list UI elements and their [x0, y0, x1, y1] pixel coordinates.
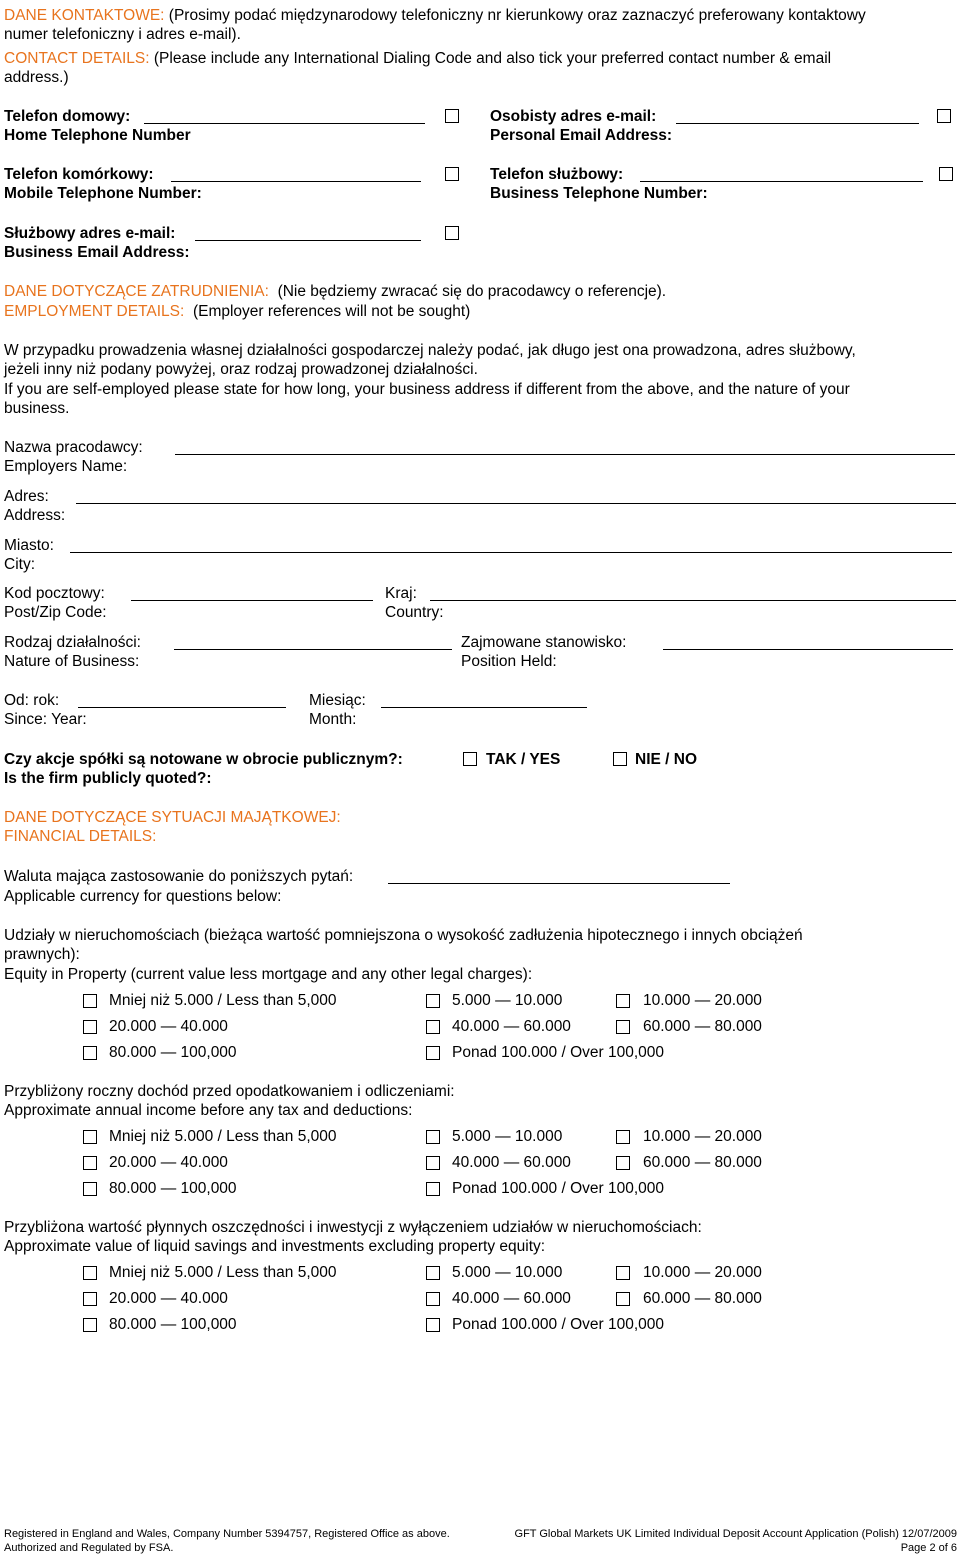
address-field[interactable]: [76, 503, 956, 504]
quoted-no-label: NIE / NO: [635, 751, 698, 768]
savings-option-checkbox[interactable]: [616, 1266, 630, 1280]
equity-option-checkbox[interactable]: [426, 1020, 440, 1034]
equity-option-label: 40.000 — 60.000: [452, 1018, 571, 1035]
month-field[interactable]: [381, 707, 587, 708]
contact-heading-pl: DANE KONTAKTOWE:: [4, 7, 165, 24]
business-phone-preferred-checkbox[interactable]: [939, 167, 953, 181]
personal-email-preferred-checkbox[interactable]: [937, 109, 951, 123]
business-email-field[interactable]: [195, 240, 421, 241]
zip-label-en: Post/Zip Code:: [4, 604, 107, 621]
income-option-label: 80.000 — 100,000: [109, 1180, 237, 1197]
footer-registration: Registered in England and Wales, Company Number 5394757, Registered Office as above.: [4, 1528, 450, 1540]
financial-heading-en: FINANCIAL DETAILS:: [4, 828, 157, 845]
footer-page-number: Page 2 of 6: [900, 1542, 957, 1554]
business-email-preferred-checkbox[interactable]: [445, 226, 459, 240]
savings-option-label: 40.000 — 60.000: [452, 1290, 571, 1307]
quoted-yes-label: TAK / YES: [486, 751, 561, 768]
country-field[interactable]: [430, 600, 956, 601]
equity-option-checkbox[interactable]: [616, 1020, 630, 1034]
equity-option-checkbox[interactable]: [426, 994, 440, 1008]
savings-label-pl: Przybliżona wartość płynnych oszczędności i inwestycji z wyłączeniem udziałów w nieruchomościach:: [4, 1219, 702, 1236]
employment-note-en: (Employer references will not be sought): [192, 303, 471, 320]
self-employed-en-2: business.: [4, 400, 70, 417]
employment-heading-row-en: [4, 302, 470, 321]
home-phone-field[interactable]: [144, 123, 425, 124]
equity-option-label: 20.000 — 40.000: [109, 1018, 228, 1035]
income-option-checkbox[interactable]: [616, 1130, 630, 1144]
quoted-label-en: Is the firm publicly quoted?:: [4, 770, 212, 787]
nature-label-pl: Rodzaj działalności:: [4, 634, 141, 651]
equity-option-checkbox[interactable]: [426, 1046, 440, 1060]
mobile-label-pl: Telefon komórkowy:: [4, 166, 154, 183]
equity-option-checkbox[interactable]: [83, 1020, 97, 1034]
month-label-en: Month:: [309, 711, 357, 728]
country-label-en: Country:: [385, 604, 444, 621]
business-phone-label-en: Business Telephone Number:: [490, 185, 708, 202]
income-option-label: 5.000 — 10.000: [452, 1128, 563, 1145]
income-option-checkbox[interactable]: [426, 1182, 440, 1196]
mobile-label-en: Mobile Telephone Number:: [4, 185, 202, 202]
savings-option-label: 5.000 — 10.000: [452, 1264, 563, 1281]
savings-option-label: 10.000 — 20.000: [643, 1264, 762, 1281]
savings-option-checkbox[interactable]: [426, 1266, 440, 1280]
equity-option-label: 5.000 — 10.000: [452, 992, 563, 1009]
self-employed-pl-2: jeżeli inny niż podany powyżej, oraz rodzaj prowadzonej działalności.: [4, 361, 478, 378]
equity-option-checkbox[interactable]: [83, 994, 97, 1008]
income-option-checkbox[interactable]: [83, 1156, 97, 1170]
income-option-label: 20.000 — 40.000: [109, 1154, 228, 1171]
equity-option-label: 80.000 — 100,000: [109, 1044, 237, 1061]
income-option-checkbox[interactable]: [83, 1182, 97, 1196]
employment-heading-en: EMPLOYMENT DETAILS:: [4, 303, 185, 320]
employer-label-pl: Nazwa pracodawcy:: [4, 439, 143, 456]
contact-intro-en-text: (Please include any International Dialing Code and also tick your preferred contact number & email: [153, 50, 832, 67]
equity-option-label: Ponad 100.000 / Over 100,000: [452, 1044, 664, 1061]
mobile-preferred-checkbox[interactable]: [445, 167, 459, 181]
employment-heading-row-pl: [4, 282, 666, 301]
equity-options: [0, 991, 960, 1069]
home-phone-label-pl: Telefon domowy:: [4, 108, 131, 125]
business-phone-field[interactable]: [640, 181, 923, 182]
employment-heading-pl: DANE DOTYCZĄCE ZATRUDNIENIA:: [4, 283, 269, 300]
personal-email-field[interactable]: [676, 123, 919, 124]
income-option-label: 60.000 — 80.000: [643, 1154, 762, 1171]
footer-authorization: Authorized and Regulated by FSA.: [4, 1542, 174, 1554]
income-option-label: Ponad 100.000 / Over 100,000: [452, 1180, 664, 1197]
business-email-label-pl: Służbowy adres e-mail:: [4, 225, 176, 242]
employer-label-en: Employers Name:: [4, 458, 128, 475]
savings-option-label: 60.000 — 80.000: [643, 1290, 762, 1307]
equity-option-label: 60.000 — 80.000: [643, 1018, 762, 1035]
month-label-pl: Miesiąc:: [309, 692, 366, 709]
savings-option-checkbox[interactable]: [616, 1292, 630, 1306]
position-field[interactable]: [663, 649, 953, 650]
footer-document-title: GFT Global Markets UK Limited Individual Deposit Account Application (Polish) 12/07/2009: [514, 1528, 957, 1540]
quoted-label-pl: Czy akcje spółki są notowane w obrocie publicznym?:: [4, 751, 403, 768]
savings-option-label: 80.000 — 100,000: [109, 1316, 237, 1333]
savings-option-label: Ponad 100.000 / Over 100,000: [452, 1316, 664, 1333]
currency-label-en: Applicable currency for questions below:: [4, 888, 282, 905]
savings-label-en: Approximate value of liquid savings and investments excluding property equity:: [4, 1238, 546, 1255]
savings-option-checkbox[interactable]: [83, 1318, 97, 1332]
home-phone-label-en: Home Telephone Number: [4, 127, 191, 144]
contact-intro-pl-text: (Prosimy podać międzynarodowy telefoniczny nr kierunkowy oraz zaznaczyć preferowany kontaktowy: [168, 7, 866, 24]
savings-option-checkbox[interactable]: [426, 1292, 440, 1306]
savings-option-checkbox[interactable]: [426, 1318, 440, 1332]
contact-intro-pl-2: numer telefoniczny i adres e-mail).: [4, 26, 241, 43]
self-employed-pl-1: W przypadku prowadzenia własnej działalności gospodarczej należy podać, jak długo jest ona prowadzona, adres służbowy,: [4, 342, 856, 359]
currency-field[interactable]: [388, 883, 730, 884]
address-label-pl: Adres:: [4, 488, 49, 505]
savings-options: [0, 1263, 960, 1341]
since-label-en: Since: Year:: [4, 711, 87, 728]
equity-option-label: Mniej niż 5.000 / Less than 5,000: [109, 992, 337, 1009]
income-label-pl: Przybliżony roczny dochód przed opodatkowaniem i odliczeniami:: [4, 1083, 455, 1100]
mobile-field[interactable]: [171, 181, 421, 182]
income-option-label: 10.000 — 20.000: [643, 1128, 762, 1145]
employment-note-pl: (Nie będziemy zwracać się do pracodawcy o referencje).: [277, 283, 667, 300]
contact-intro-en-2: address.): [4, 69, 69, 86]
zip-label-pl: Kod pocztowy:: [4, 585, 105, 602]
savings-option-label: 20.000 — 40.000: [109, 1290, 228, 1307]
quoted-yes-checkbox[interactable]: [463, 752, 477, 766]
since-label-pl: Od: rok:: [4, 692, 60, 709]
income-option-checkbox[interactable]: [426, 1130, 440, 1144]
equity-label-pl-1: Udziały w nieruchomościach (bieżąca wartość pomniejszona o wysokość zadłużenia hipotecznego i innych obciążeń: [4, 927, 803, 944]
city-label-pl: Miasto:: [4, 537, 54, 554]
since-year-field[interactable]: [78, 707, 286, 708]
contact-heading-en: CONTACT DETAILS:: [4, 50, 150, 67]
nature-label-en: Nature of Business:: [4, 653, 140, 670]
personal-email-label-pl: Osobisty adres e-mail:: [490, 108, 657, 125]
home-phone-preferred-checkbox[interactable]: [445, 109, 459, 123]
business-phone-label-pl: Telefon służbowy:: [490, 166, 624, 183]
equity-option-checkbox[interactable]: [616, 994, 630, 1008]
income-option-checkbox[interactable]: [83, 1130, 97, 1144]
nature-field[interactable]: [174, 649, 452, 650]
personal-email-label-en: Personal Email Address:: [490, 127, 673, 144]
income-options: [0, 1127, 960, 1205]
employer-name-field[interactable]: [175, 454, 955, 455]
zip-field[interactable]: [131, 600, 373, 601]
position-label-en: Position Held:: [461, 653, 557, 670]
financial-heading-pl: DANE DOTYCZĄCE SYTUACJI MAJĄTKOWEJ:: [4, 809, 341, 826]
income-option-label: 40.000 — 60.000: [452, 1154, 571, 1171]
city-field[interactable]: [70, 552, 952, 553]
income-option-checkbox[interactable]: [616, 1156, 630, 1170]
address-label-en: Address:: [4, 507, 66, 524]
city-label-en: City:: [4, 556, 35, 573]
equity-label-pl-2: prawnych):: [4, 946, 80, 963]
contact-intro-en: [4, 49, 831, 68]
savings-option-checkbox[interactable]: [83, 1292, 97, 1306]
savings-option-checkbox[interactable]: [83, 1266, 97, 1280]
self-employed-en-1: If you are self-employed please state for how long, your business address if different from the above, and the nature of your: [4, 381, 850, 398]
country-label-pl: Kraj:: [385, 585, 417, 602]
equity-option-label: 10.000 — 20.000: [643, 992, 762, 1009]
income-label-en: Approximate annual income before any tax and deductions:: [4, 1102, 413, 1119]
income-option-checkbox[interactable]: [426, 1156, 440, 1170]
equity-label-en: Equity in Property (current value less mortgage and any other legal charges):: [4, 966, 533, 983]
contact-intro-pl: [4, 6, 866, 25]
quoted-no-checkbox[interactable]: [613, 752, 627, 766]
income-option-label: Mniej niż 5.000 / Less than 5,000: [109, 1128, 337, 1145]
savings-option-label: Mniej niż 5.000 / Less than 5,000: [109, 1264, 337, 1281]
business-email-label-en: Business Email Address:: [4, 244, 190, 261]
equity-option-checkbox[interactable]: [83, 1046, 97, 1060]
position-label-pl: Zajmowane stanowisko:: [461, 634, 627, 651]
currency-label-pl: Waluta mająca zastosowanie do poniższych pytań:: [4, 868, 354, 885]
